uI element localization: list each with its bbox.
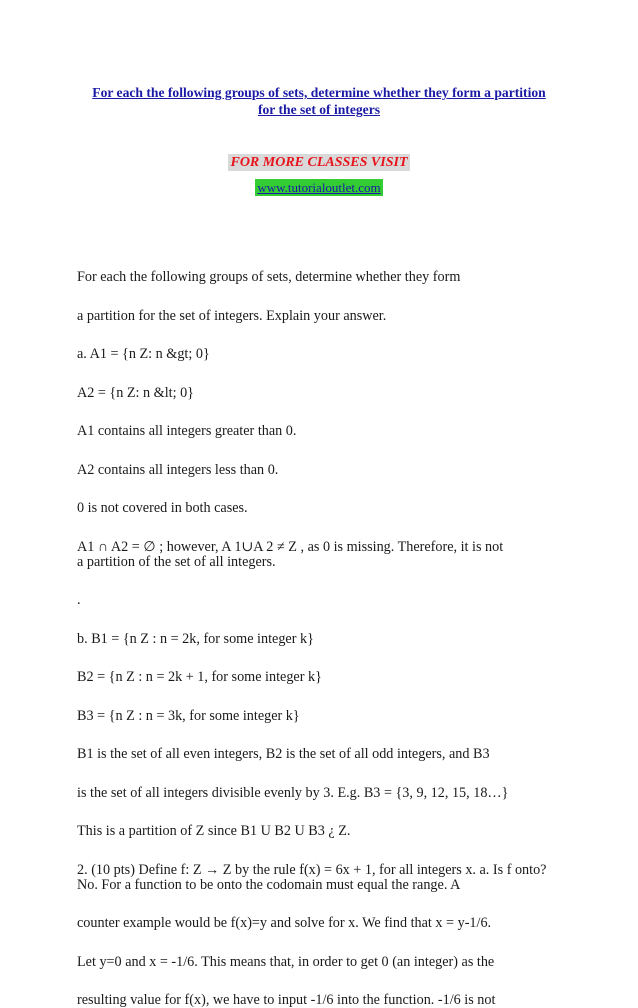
body-line: resulting value for f(x), we have to input -1/6 into the function. -1/6 is not (77, 992, 496, 1008)
title-line-2: for the set of integers (257, 102, 381, 117)
body-line: This is a partition of Z since B1 U B2 U B3 ¿ Z. (77, 823, 351, 839)
body-line: counter example would be f(x)=y and solve for x. We find that x = y-1/6. (77, 915, 492, 931)
body-line: 0 is not covered in both cases. (77, 500, 248, 516)
promo-link[interactable] (0, 180, 638, 196)
promo-heading (0, 155, 638, 171)
body-line: A2 contains all integers less than 0. (77, 461, 279, 478)
body-text (77, 270, 572, 1008)
body-line: A1 contains all integers greater than 0. (77, 423, 297, 439)
promo-link-text[interactable]: www.tutorialoutlet.com (257, 180, 381, 195)
body-line: 2. (10 pts) Define f: Z → Z by the rule f(x) = 6x + 1, for all integers x. a. Is f onto? (77, 861, 547, 878)
promo-heading-text: FOR MORE CLASSES VISIT (230, 155, 408, 170)
body-line: B2 = {n Z : n = 2k + 1, for some integer k} (77, 669, 322, 685)
body-line: Let y=0 and x = -1/6. This means that, in order to get 0 (an integer) as the (77, 953, 495, 970)
body-line: For each the following groups of sets, determine whether they form (77, 269, 461, 285)
body-line: a partition for the set of integers. Explain your answer. (77, 307, 387, 324)
body-line: A1 ∩ A2 = ∅ ; however, A 1∪A 2 ≠ Z , as 0 is missing. Therefore, it is not (77, 538, 504, 555)
document-title (70, 84, 568, 118)
body-line: is the set of all integers divisible evenly by 3. E.g. B3 = {3, 9, 12, 15, 18…} (77, 784, 509, 801)
body-line: b. B1 = {n Z : n = 2k, for some integer k} (77, 630, 314, 647)
body-line: A2 = {n Z: n &lt; 0} (77, 384, 194, 401)
body-line: B1 is the set of all even integers, B2 is the set of all odd integers, and B3 (77, 746, 490, 762)
body-line: . (77, 592, 81, 608)
title-line-1: For each the following groups of sets, determine whether they form a partition (92, 85, 546, 100)
body-line: No. For a function to be onto the codomain must equal the range. A (77, 876, 461, 893)
body-line: B3 = {n Z : n = 3k, for some integer k} (77, 707, 300, 724)
body-line: a. A1 = {n Z: n &gt; 0} (77, 346, 210, 362)
body-line: a partition of the set of all integers. (77, 553, 276, 570)
